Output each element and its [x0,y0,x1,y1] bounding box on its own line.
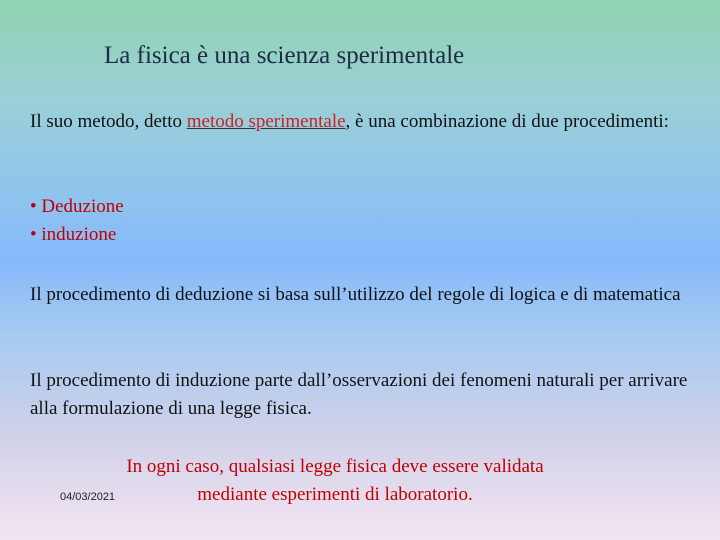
intro-text-before: Il suo metodo, detto [30,111,187,132]
deduzione-paragraph: Il procedimento di deduzione si basa sull’utilizzo del regole di logica e di matematica [30,284,681,305]
conclusion-line-2: mediante esperimenti di laboratorio. [197,484,473,505]
bullet-item-induzione: • induzione [30,224,117,245]
intro-text-after: , è una combinazione di due procedimenti: [345,111,669,132]
bullet-item-deduzione: • Deduzione [30,196,124,217]
bullet-list [30,193,124,249]
intro-paragraph [30,108,690,136]
induzione-paragraph: Il procedimento di induzione parte dall’osservazioni dei fenomeni naturali per arrivare alla formulazione di una legge fisica. [30,370,688,419]
slide-title: La fisica è una scienza sperimentale [104,42,465,69]
slide-date: 04/03/2021 [60,491,116,503]
conclusion-line-1: In ogni caso, qualsiasi legge fisica deve essere validata [126,456,544,477]
metodo-sperimentale-link[interactable]: metodo sperimentale [186,111,346,132]
